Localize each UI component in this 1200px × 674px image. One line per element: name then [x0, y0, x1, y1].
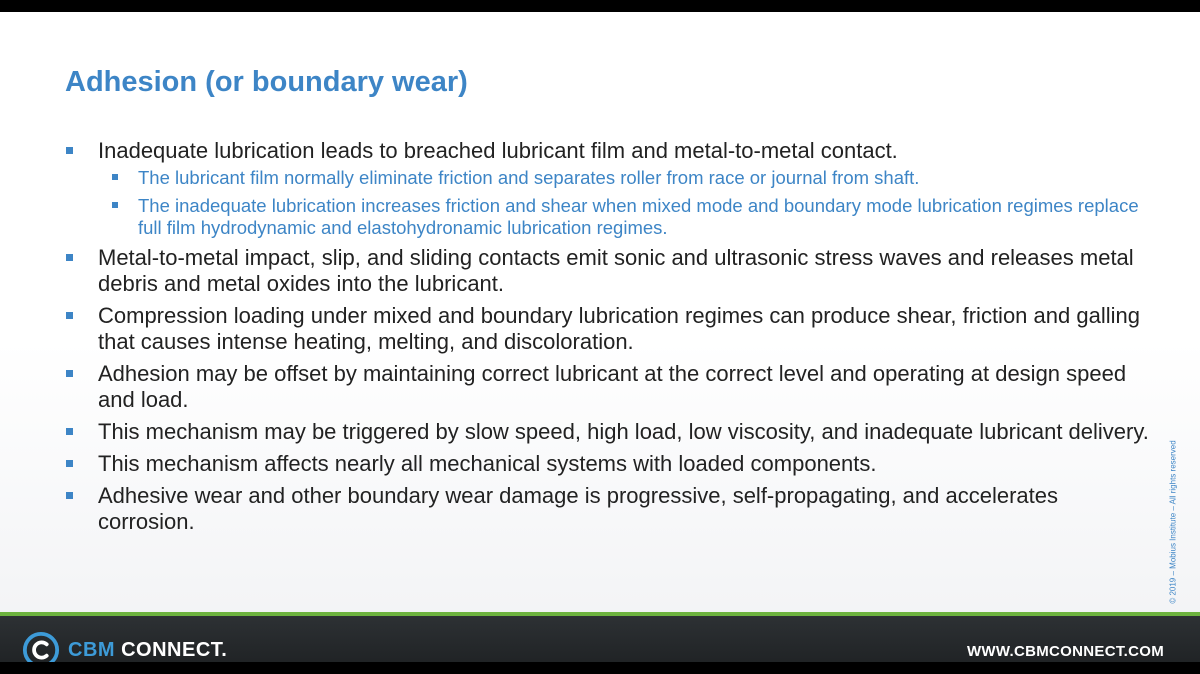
square-bullet-icon	[112, 174, 118, 180]
logo-connect-text: CONNECT.	[121, 638, 228, 661]
bullet-list	[64, 138, 1154, 541]
bullet-text: Adhesive wear and other boundary wear damage is progressive, self-propagating, and accelerates corrosion.	[98, 483, 1059, 534]
square-bullet-icon	[112, 202, 118, 208]
bullet-text: This mechanism may be triggered by slow speed, high load, low viscosity, and inadequate lubricant delivery.	[98, 419, 1149, 444]
sub-bullet-text: The inadequate lubrication increases friction and shear when mixed mode and boundary mode lubrication regimes replace full film hydrodynamic and elastohydronamic lubrication regimes.	[138, 195, 1139, 238]
bullet-text: Adhesion may be offset by maintaining correct lubricant at the correct level and operating at design speed and load.	[98, 361, 1127, 412]
square-bullet-icon	[66, 460, 73, 467]
square-bullet-icon	[66, 428, 73, 435]
bullet-text: Inadequate lubrication leads to breached lubricant film and metal-to-metal contact.	[98, 138, 898, 163]
square-bullet-icon	[66, 254, 73, 261]
square-bullet-icon	[66, 492, 73, 499]
bullet-item	[64, 303, 1154, 355]
bullet-item	[64, 419, 1154, 445]
bullet-text: Compression loading under mixed and boundary lubrication regimes can produce shear, friction and galling that causes intense heating, melting, and discoloration.	[98, 303, 1140, 354]
bottom-letterbox	[0, 662, 1200, 674]
bullet-item	[64, 245, 1154, 297]
sub-bullet-item	[64, 195, 1154, 239]
slide-title: Adhesion (or boundary wear)	[65, 66, 468, 98]
logo-wordmark	[68, 639, 227, 662]
bullet-item	[64, 483, 1154, 535]
slide	[0, 12, 1200, 612]
square-bullet-icon	[66, 147, 73, 154]
bullet-item	[64, 361, 1154, 413]
top-letterbox	[0, 0, 1200, 12]
bullet-text: This mechanism affects nearly all mechanical systems with loaded components.	[98, 451, 877, 476]
bullet-text: Metal-to-metal impact, slip, and sliding contacts emit sonic and ultrasonic stress waves and releases metal debris and metal oxides into the lubricant.	[98, 245, 1134, 296]
square-bullet-icon	[66, 370, 73, 377]
square-bullet-icon	[66, 312, 73, 319]
cbm-connect-logo[interactable]	[22, 635, 227, 665]
bullet-item	[64, 451, 1154, 477]
sub-bullet-text: The lubricant film normally eliminate friction and separates roller from race or journal from shaft.	[138, 167, 920, 188]
bullet-item	[64, 138, 1154, 164]
copyright-notice	[1166, 422, 1180, 622]
logo-cbm-text: CBM	[68, 638, 116, 661]
website-link[interactable]: WWW.CBMCONNECT.COM	[966, 643, 1164, 660]
copyright-text: © 2019 – Mobius Institute – All rights reserved	[1168, 440, 1178, 604]
sub-bullet-item	[64, 167, 1154, 189]
